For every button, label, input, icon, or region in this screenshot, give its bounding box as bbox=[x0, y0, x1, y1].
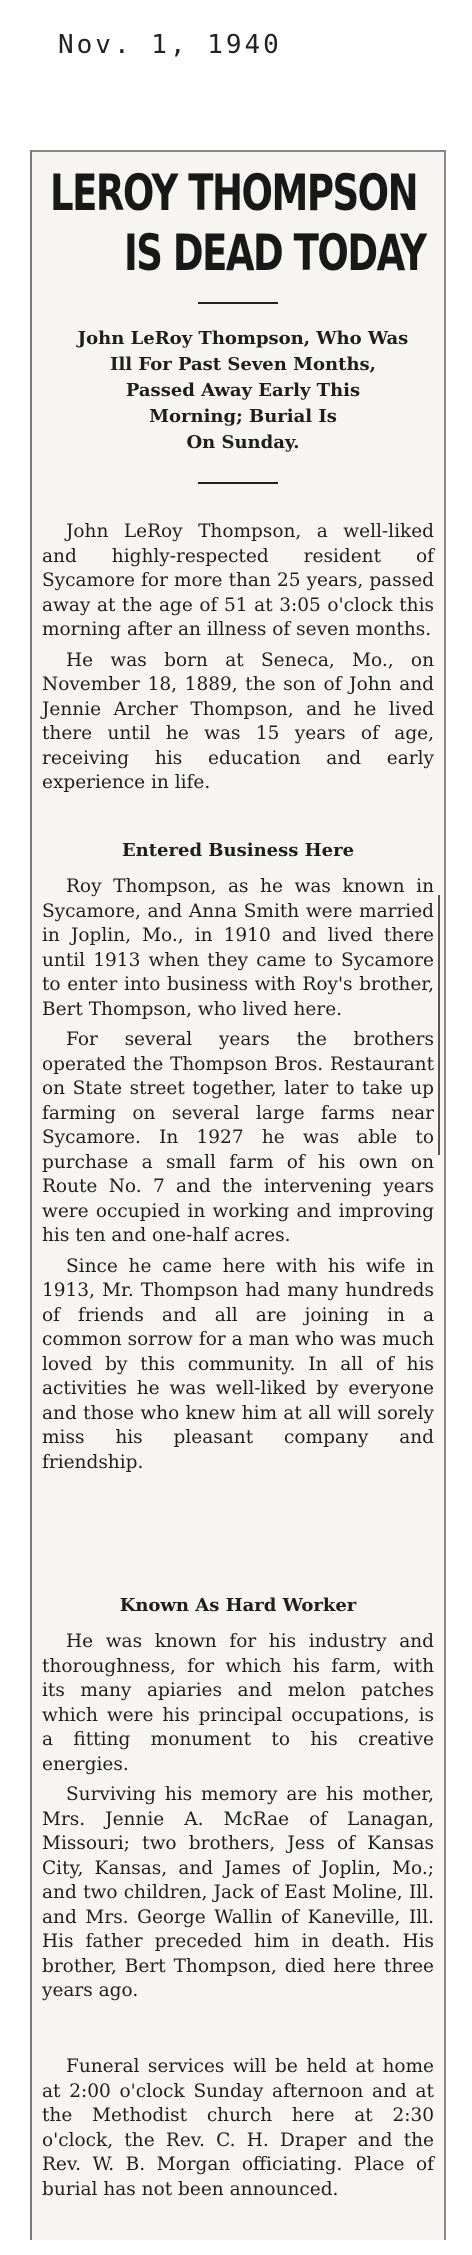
paragraph: For several years the brothers operated the Thompson Bros. Restaurant on State street together, later to take up farming on several large farms near Sycamore. In 1927 he was able to purchase a small farm of his own on Route No. 7 and the intervening years were occupied in working and improving his ten and one-half acres. bbox=[42, 1029, 434, 1246]
article-section-4 bbox=[42, 2055, 434, 2208]
paragraph: He was known for his industry and thoroughness, for which his farm, with its many apiaries and melon patches which were his principal occupations, is a fitting monument to his creative energies. bbox=[42, 1631, 434, 1775]
headline-rule bbox=[198, 302, 278, 304]
article-section-1 bbox=[42, 520, 434, 802]
newspaper-clipping bbox=[30, 150, 446, 2240]
paragraph: Roy Thompson, as he was known in Sycamore, and Anna Smith were married in Joplin, Mo., in 1910 and lived there until 1913 when they came to Sycamore to enter into business with Roy's brother, Bert Thompson, who lived here. bbox=[42, 876, 434, 1020]
article-section-2 bbox=[42, 875, 434, 1481]
deck-line: On Sunday. bbox=[186, 432, 300, 453]
paragraph: John LeRoy Thompson, a well-liked and highly-respected resident of Sycamore for more than 25 years, passed away at the age of 51 at 3:05 o'clock this morning after an illness of seven months. bbox=[42, 521, 434, 640]
deck-headline bbox=[62, 326, 424, 456]
deck-line: Ill For Past Seven Months, bbox=[110, 354, 376, 375]
deck-line: John LeRoy Thompson, Who Was bbox=[77, 328, 409, 349]
headline-line-1: LEROY THOMPSON bbox=[50, 164, 418, 222]
paragraph: Funeral services will be held at home at 2:00 o'clock Sunday afternoon and at the Methodist church here at 2:30 o'clock, the Rev. C. H. Draper and the Rev. W. B. Morgan officiating. Place of burial has not been announced. bbox=[42, 2056, 434, 2200]
subhead-hard-worker: Known As Hard Worker bbox=[119, 1595, 357, 1616]
column-rule bbox=[438, 895, 440, 1155]
paragraph: Surviving his memory are his mother, Mrs. Jennie A. McRae of Lanagan, Missouri; two brothers, Jess of Kansas City, Kansas, and James of Joplin, Mo.; and two children, Jack of East Moline, Ill. and Mrs. George Wallin of Kaneville, Ill. His father preceded him in death. His brother, Bert Thompson, died here three years ago. bbox=[42, 1784, 434, 2001]
deck-line: Passed Away Early This bbox=[125, 380, 361, 401]
clipping-top-edge bbox=[32, 150, 444, 152]
headline-line-2: IS DEAD TODAY bbox=[124, 224, 426, 282]
clipping-date: Nov. 1, 1940 bbox=[58, 30, 282, 60]
article-section-3 bbox=[42, 1630, 434, 2010]
subhead-entered-business: Entered Business Here bbox=[121, 840, 355, 861]
paragraph: He was born at Seneca, Mo., on November 18, 1889, the son of John and Jennie Archer Thompson, and he lived there until he was 15 years of age, receiving his education and early experience in life. bbox=[42, 649, 434, 793]
deck-rule bbox=[198, 482, 278, 484]
paragraph: Since he came here with his wife in 1913, Mr. Thompson had many hundreds of friends and all are joining in a common sorrow for a man who was much loved by this community. In all of his activities he was well-liked by everyone and those who knew him at all will sorely miss his pleasant company and friendship. bbox=[42, 1255, 434, 1473]
deck-line: Morning; Burial Is bbox=[149, 406, 337, 427]
